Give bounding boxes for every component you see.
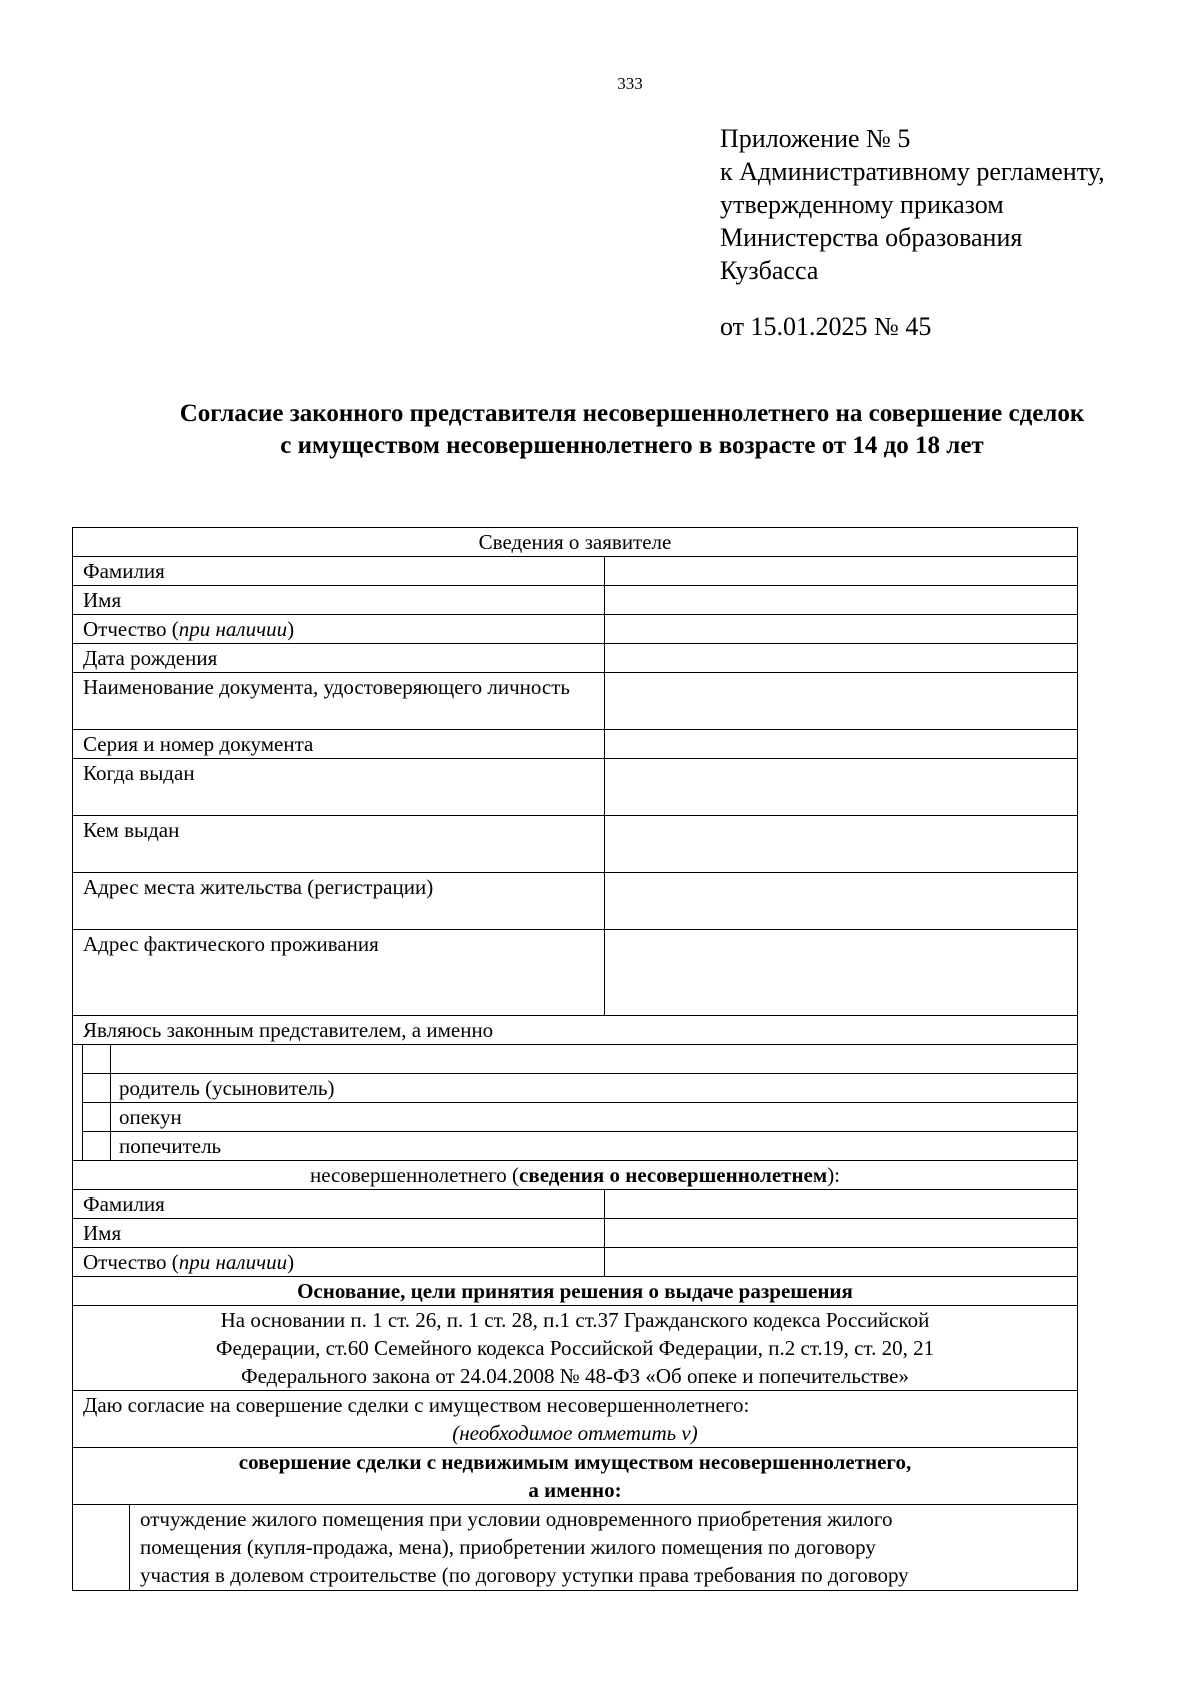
field-label-id-document: Наименование документа, удостоверяющего личность — [73, 673, 605, 730]
minor-name-value[interactable] — [605, 1219, 1078, 1248]
basis-section-header: Основание, цели принятия решения о выдаче разрешения — [73, 1277, 1078, 1306]
basis-text-line: На основании п. 1 ст. 26, п. 1 ст. 28, п.1 ст.37 Гражданского кодекса Российской — [220, 1308, 930, 1332]
field-label-document-number: Серия и номер документа — [73, 730, 605, 759]
applicant-name-value[interactable] — [605, 586, 1078, 615]
real-estate-header-line: а именно: — [528, 1478, 622, 1502]
minor-patronymic-prefix: Отчество ( — [83, 1250, 179, 1274]
applicant-issued-by-value[interactable] — [605, 816, 1078, 873]
consent-form-table — [72, 527, 1078, 1591]
real-estate-item-line: помещения (купля-продажа, мена), приобретении жилого помещения по договору — [140, 1535, 876, 1559]
minor-patronymic-value[interactable] — [605, 1248, 1078, 1277]
applicant-registration-address-value[interactable] — [605, 873, 1078, 930]
minor-header-prefix: несовершеннолетнего ( — [309, 1163, 520, 1187]
order-date: от 15.01.2025 № 45 — [720, 312, 932, 341]
minor-field-label-patronymic — [73, 1248, 605, 1277]
document-title-line: Согласие законного представителя несовершеннолетнего на совершение сделок — [179, 400, 1085, 427]
option-label-trustee: попечитель — [111, 1132, 1078, 1161]
checkbox-parent[interactable] — [83, 1074, 111, 1103]
minor-section-header — [73, 1161, 1078, 1190]
minor-field-label-name: Имя — [73, 1219, 605, 1248]
applicant-document-number-value[interactable] — [605, 730, 1078, 759]
basis-text-line: Федерального закона от 24.04.2008 № 48-ФЗ «Об опеке и попечительстве» — [240, 1364, 910, 1388]
consent-note: (необходимое отметить v) — [452, 1421, 698, 1445]
representative-options — [73, 1045, 1078, 1161]
representative-options-grid — [73, 1045, 1077, 1160]
patronymic-suffix: ) — [287, 617, 295, 641]
applicant-id-document-value[interactable] — [605, 673, 1078, 730]
appendix-line: Кузбасса — [720, 256, 819, 285]
appendix-block — [720, 122, 1105, 287]
basis-text-line: Федерации, ст.60 Семейного кодекса Российской Федерации, п.2 ст.19, ст. 20, 21 — [215, 1336, 935, 1360]
real-estate-item-grid — [73, 1505, 1077, 1590]
applicant-patronymic-value[interactable] — [605, 615, 1078, 644]
real-estate-item-line: участия в долевом строительстве (по договору уступки права требования по договору — [140, 1563, 909, 1587]
appendix-line: к Административному регламенту, — [720, 157, 1105, 186]
real-estate-item-line: отчуждение жилого помещения при условии одновременного приобретения жилого — [140, 1507, 893, 1531]
document-title — [72, 398, 1192, 462]
appendix-line: Приложение № 5 — [720, 124, 911, 153]
patronymic-optional-note: при наличии — [178, 617, 288, 641]
minor-surname-value[interactable] — [605, 1190, 1078, 1219]
consent-text: Даю согласие на совершение сделки с имуществом несовершеннолетнего: — [83, 1393, 750, 1417]
applicant-surname-value[interactable] — [605, 557, 1078, 586]
field-label-surname: Фамилия — [73, 557, 605, 586]
field-label-registration-address: Адрес места жительства (регистрации) — [73, 873, 605, 930]
checkbox-trustee[interactable] — [83, 1132, 111, 1161]
field-label-name: Имя — [73, 586, 605, 615]
representative-checkbox-blank[interactable] — [83, 1045, 111, 1074]
real-estate-item-row — [73, 1505, 1078, 1591]
applicant-birth-date-value[interactable] — [605, 644, 1078, 673]
minor-field-label-surname: Фамилия — [73, 1190, 605, 1219]
field-label-patronymic — [73, 615, 605, 644]
representative-option-blank — [111, 1045, 1078, 1074]
field-label-birth-date: Дата рождения — [73, 644, 605, 673]
option-label-parent: родитель (усыновитель) — [111, 1074, 1078, 1103]
field-label-issued-by: Кем выдан — [73, 816, 605, 873]
representative-section-header: Являюсь законным представителем, а именно — [73, 1016, 1078, 1045]
applicant-issue-date-value[interactable] — [605, 759, 1078, 816]
appendix-line: Министерства образования — [720, 223, 1023, 252]
option-label-guardian: опекун — [111, 1103, 1078, 1132]
page-number: 333 — [617, 74, 643, 93]
patronymic-prefix: Отчество ( — [83, 617, 179, 641]
applicant-section-header: Сведения о заявителе — [73, 528, 1078, 557]
minor-patronymic-suffix: ) — [287, 1250, 295, 1274]
real-estate-header-line: совершение сделки с недвижимым имуществом несовершеннолетнего, — [238, 1450, 912, 1474]
checkbox-real-estate-alienation[interactable] — [73, 1505, 130, 1590]
minor-header-bold: сведения о несовершеннолетнем — [519, 1163, 828, 1187]
checkbox-guardian[interactable] — [83, 1103, 111, 1132]
basis-text — [73, 1306, 1078, 1391]
applicant-actual-address-value[interactable] — [605, 930, 1078, 1016]
real-estate-section-header — [73, 1448, 1078, 1505]
consent-statement — [73, 1391, 1078, 1448]
real-estate-alienation-text — [130, 1505, 1078, 1590]
field-label-actual-address: Адрес фактического проживания — [73, 930, 605, 1016]
minor-header-suffix: ): — [827, 1163, 841, 1187]
field-label-issue-date: Когда выдан — [73, 759, 605, 816]
minor-patronymic-optional-note: при наличии — [178, 1250, 288, 1274]
appendix-line: утвержденному приказом — [720, 190, 1004, 219]
document-title-line: с имуществом несовершеннолетнего в возрасте от 14 до 18 лет — [280, 432, 984, 459]
